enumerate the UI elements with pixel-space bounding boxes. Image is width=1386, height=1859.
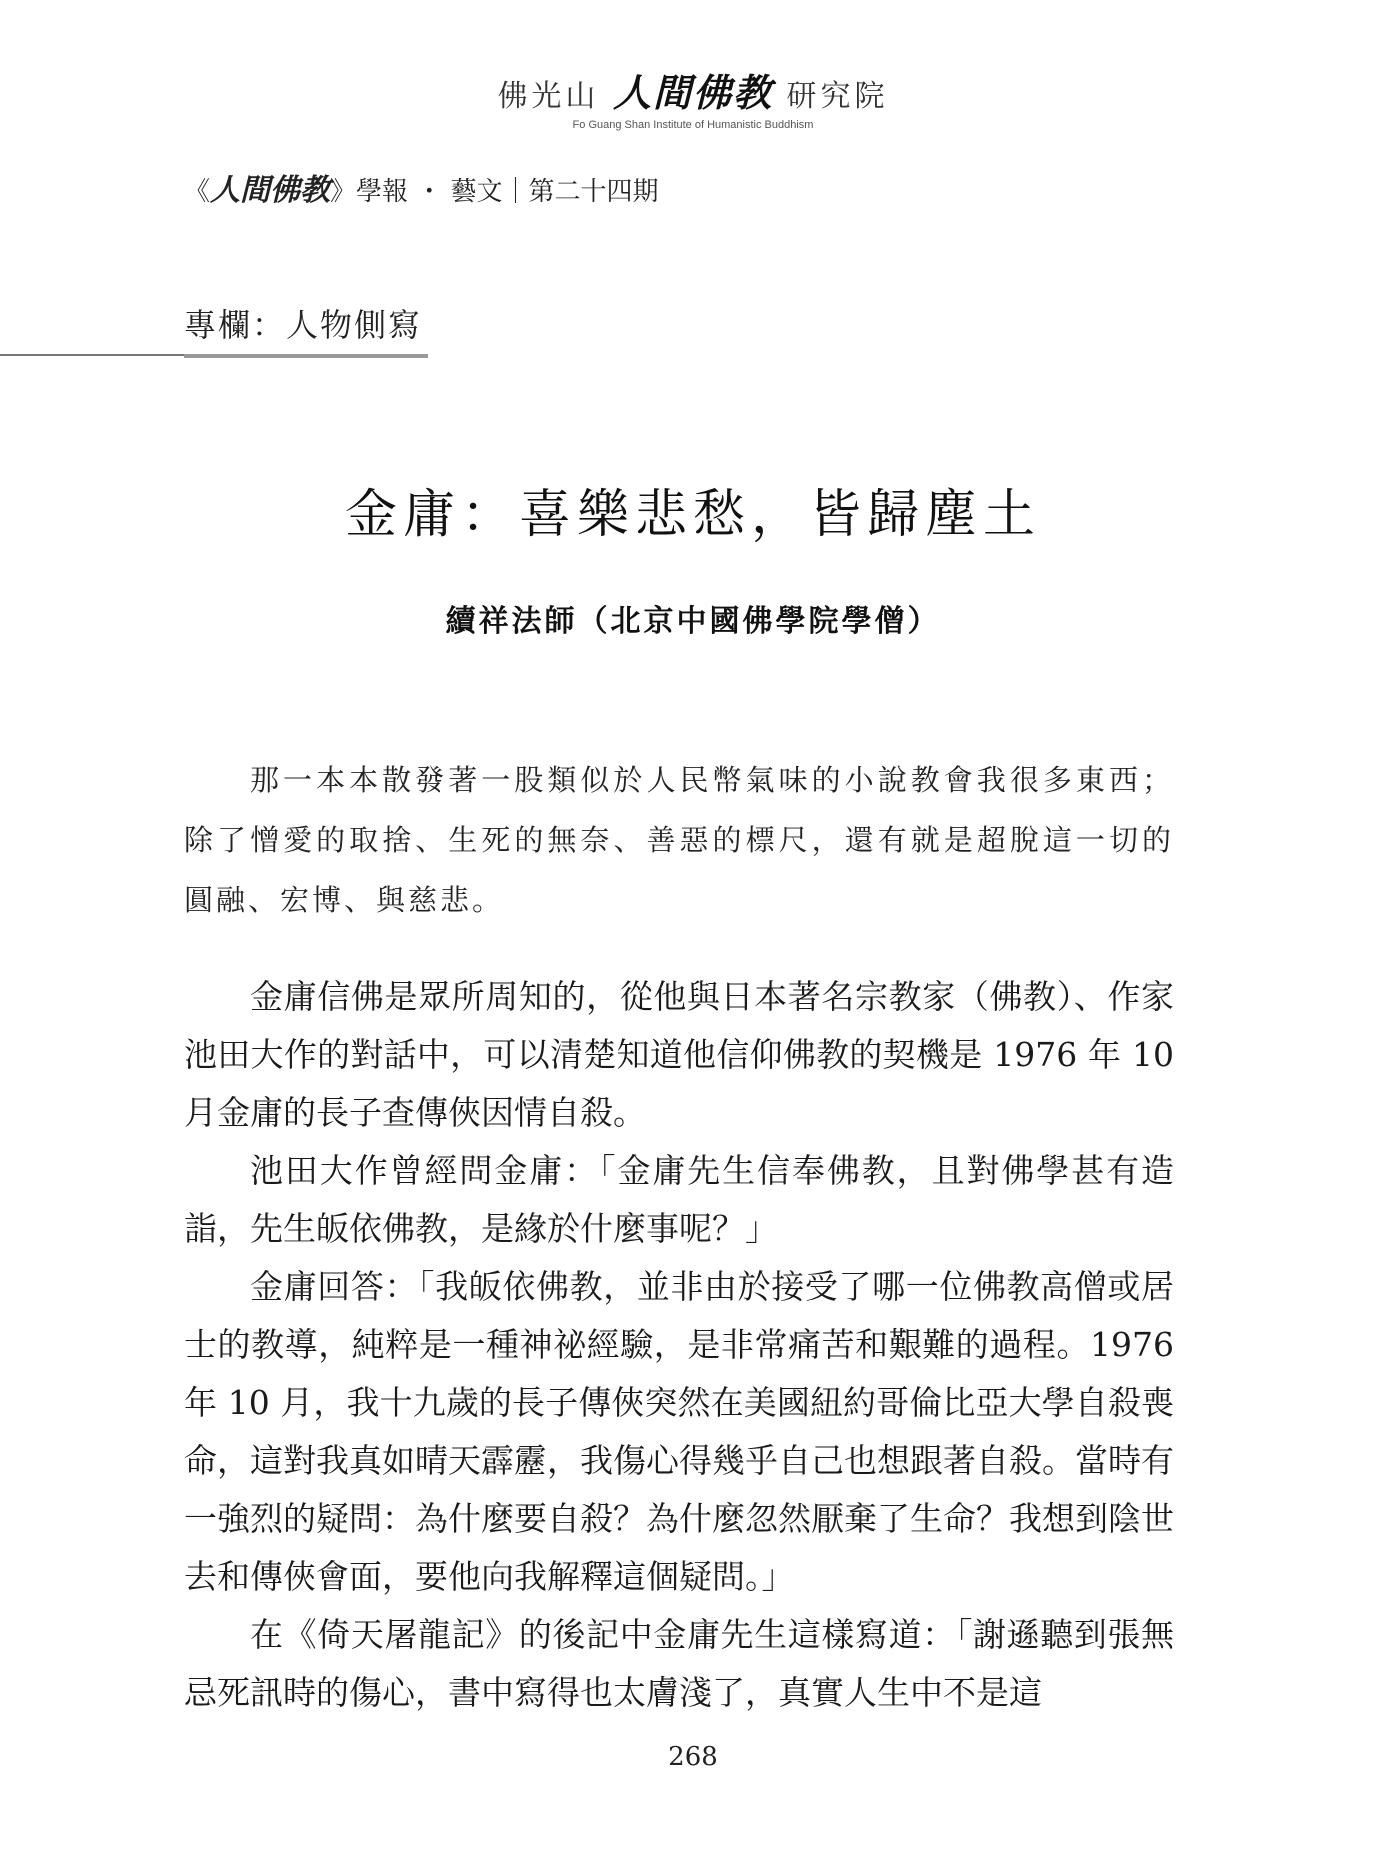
- journal-brand-logo: 人間佛教: [210, 173, 331, 208]
- institute-brand-logo: 人間佛教: [612, 70, 773, 115]
- journal-header: [184, 165, 659, 209]
- institute-name: [0, 62, 1386, 117]
- institute-prefix: 佛光山: [497, 79, 600, 114]
- article-author: 續祥法師（北京中國佛學院學僧）: [445, 604, 941, 639]
- epigraph: [184, 750, 1174, 930]
- body-paragraph-2: 池田大作曾經問金庸：「金庸先生信奉佛教，且對佛學甚有造詣，先生皈依佛教，是緣於什麼事呢？」: [184, 1151, 1174, 1248]
- epigraph-text: 那一本本散發著一股類似於人民幣氣味的小說教會我很多東西；除了憎愛的取捨、生死的無奈、善惡的標尺，還有就是超脫這一切的圓融、宏博、與慈悲。: [184, 763, 1174, 917]
- article-title: 金庸：喜樂悲愁，皆歸塵土: [344, 485, 1041, 545]
- institute-english-name: Fo Guang Shan Institute of Humanistic Buddhism: [572, 119, 814, 131]
- institute-suffix: 研究院: [786, 79, 889, 114]
- page-number: 268: [668, 1742, 718, 1772]
- body-paragraph-4: 在《倚天屠龍記》的後記中金庸先生這樣寫道：「謝遜聽到張無忌死訊時的傷心，書中寫得也太膚淺了，真實人生中不是這: [184, 1615, 1174, 1712]
- column-underline: [184, 354, 428, 358]
- column-label: 專欄：人物側寫: [184, 306, 423, 344]
- journal-open-quote: 《: [184, 177, 211, 207]
- journal-issue: 》學報 ・ 藝文｜第二十四期: [330, 177, 659, 207]
- body-paragraph-3: 金庸回答：「我皈依佛教，並非由於接受了哪一位佛教高僧或居士的教導，純粹是一種神祕經驗，是非常痛苦和艱難的過程。1976 年 10 月，我十九歲的長子傳俠突然在美國紐約哥倫比亞大學自殺喪命，這對我真如晴天霹靂，我傷心得幾乎自己也想跟著自殺。當時有一強烈的疑問：為什麼要自殺？為什麼忽然厭棄了生命？我想到陰世去和傳俠會面，要他向我解釋這個疑問。」: [184, 1267, 1174, 1596]
- institute-masthead: [0, 62, 1386, 131]
- body-paragraph-1: 金庸信佛是眾所周知的，從他與日本著名宗教家（佛教）、作家池田大作的對話中，可以清楚知道他信仰佛教的契機是 1976 年 10 月金庸的長子查傳俠因情自殺。: [184, 977, 1174, 1132]
- article-body: [184, 968, 1174, 1722]
